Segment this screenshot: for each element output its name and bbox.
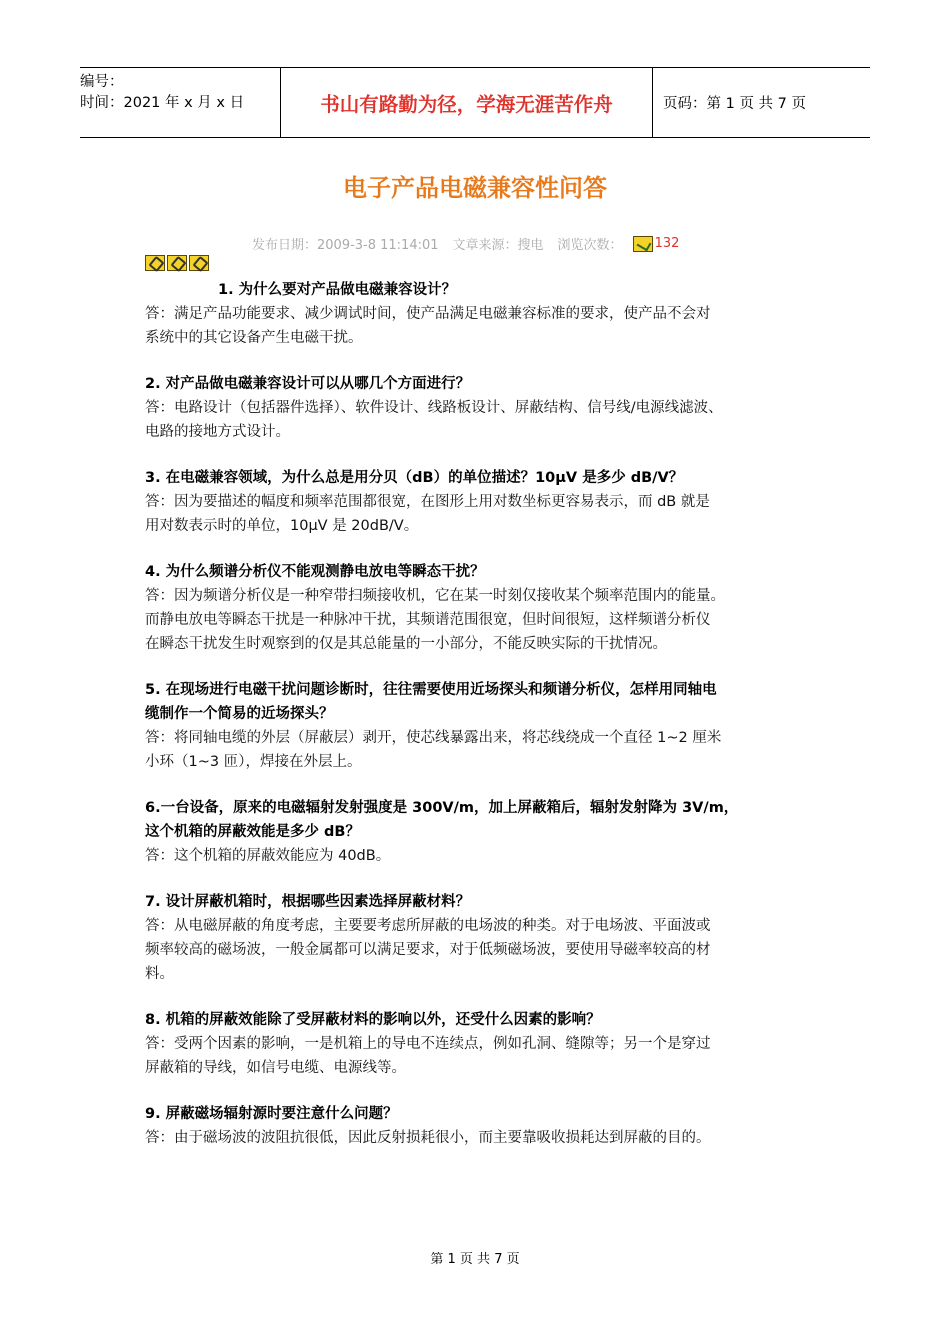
qa-item <box>145 1008 825 1080</box>
question: 5. 在现场进行电磁干扰问题诊断时，往往需要使用近场探头和频谱分析仪，怎样用同轴电 <box>145 682 717 698</box>
answer-line: 在瞬态干扰发生时观察到的仅是其总能量的一小部分，不能反映实际的干扰情况。 <box>145 636 667 652</box>
question: 2. 对产品做电磁兼容设计可以从哪几个方面进行？ <box>145 376 471 392</box>
answer-line: 而静电放电等瞬态干扰是一种脉冲干扰，其频谱范围很宽，但时间很短，这样频谱分析仪 <box>145 612 711 628</box>
answer-line: 答：这个机箱的屏蔽效能应为 40dB。 <box>145 848 391 864</box>
answer-line: 答：因为要描述的幅度和频率范围都很宽，在图形上用对数坐标更容易表示，而 dB 就是 <box>145 494 710 510</box>
qa-item <box>145 278 825 350</box>
question: 7. 设计屏蔽机箱时，根据哪些因素选择屏蔽材料？ <box>145 894 471 910</box>
header-page-info: 页码：第 1 页 共 7 页 <box>663 96 806 112</box>
answer-line: 答：从电磁屏蔽的角度考虑，主要要考虑所屏蔽的电场波的种类。对于电场波、平面波或 <box>145 918 711 934</box>
question: 4. 为什么频谱分析仪不能观测静电放电等瞬态干扰？ <box>145 564 485 580</box>
article-title: 电子产品电磁兼容性问答 <box>343 174 607 202</box>
article-source: 文章来源：搜电 <box>452 238 544 253</box>
qa-content <box>145 278 825 1172</box>
answer-line: 答：电路设计（包括器件选择）、软件设计、线路板设计、屏蔽结构、信号线/电源线滤波、 <box>145 400 723 416</box>
view-count: 132 <box>654 236 680 251</box>
answer-line: 用对数表示时的单位，10μV 是 20dB/V。 <box>145 518 419 534</box>
answer-line: 屏蔽箱的导线，如信号电缆、电源线等。 <box>145 1060 406 1076</box>
rating-icon[interactable] <box>189 255 209 271</box>
answer-line: 答：满足产品功能要求、减少调试时间，使产品满足电磁兼容标准的要求，使产品不会对 <box>145 306 711 322</box>
question: 9. 屏蔽磁场辐射源时要注意什么问题？ <box>145 1106 398 1122</box>
answer-line: 小环（1~3 匝），焊接在外层上。 <box>145 754 362 770</box>
question-continued: 缆制作一个简易的近场探头？ <box>145 706 334 722</box>
page-footer: 第 1 页 共 7 页 <box>430 1252 520 1267</box>
qa-item <box>145 890 825 986</box>
answer-line: 电路的接地方式设计。 <box>145 424 290 440</box>
qa-item <box>145 560 825 656</box>
qa-item <box>145 796 825 868</box>
rating-icon[interactable] <box>145 255 165 271</box>
question: 6.一台设备，原来的电磁辐射发射强度是 300V/m，加上屏蔽箱后，辐射发射降为 3V/m， <box>145 800 739 816</box>
header-motto: 书山有路勤为径，学海无涯苦作舟 <box>280 68 653 137</box>
qa-item <box>145 678 825 774</box>
answer-line: 答：受两个因素的影响，一是机箱上的导电不连续点，例如孔洞、缝隙等；另一个是穿过 <box>145 1036 711 1052</box>
article-meta <box>252 234 679 253</box>
rating-icon[interactable] <box>167 255 187 271</box>
question: 3. 在电磁兼容领域，为什么总是用分贝（dB）的单位描述？10μV 是多少 dB/V？ <box>145 470 684 486</box>
views-label: 浏览次数： <box>557 238 623 253</box>
answer-line: 答：由于磁场波的波阻抗很低，因此反射损耗很小，而主要靠吸收损耗达到屏蔽的目的。 <box>145 1130 711 1146</box>
views-icon <box>633 236 653 252</box>
publish-date: 发布日期：2009-3-8 11:14:01 <box>252 238 439 253</box>
question: 8. 机箱的屏蔽效能除了受屏蔽材料的影响以外，还受什么因素的影响？ <box>145 1012 601 1028</box>
answer-line: 料。 <box>145 966 174 982</box>
header-info <box>80 68 280 137</box>
page-header <box>80 67 870 138</box>
answer-line: 系统中的其它设备产生电磁干扰。 <box>145 330 363 346</box>
date-label: 时间：2021 年 x 月 x 日 <box>80 95 245 111</box>
number-label: 编号： <box>80 74 124 90</box>
qa-item <box>145 372 825 444</box>
question-continued: 这个机箱的屏蔽效能是多少 dB？ <box>145 824 360 840</box>
answer-line: 答：将同轴电缆的外层（屏蔽层）剥开，使芯线暴露出来，将芯线绕成一个直径 1~2 厘米 <box>145 730 722 746</box>
qa-item <box>145 1102 825 1150</box>
answer-line: 答：因为频谱分析仪是一种窄带扫频接收机，它在某一时刻仅接收某个频率范围内的能量。 <box>145 588 725 604</box>
answer-line: 频率较高的磁场波，一般金属都可以满足要求，对于低频磁场波，要使用导磁率较高的材 <box>145 942 711 958</box>
question: 1. 为什么要对产品做电磁兼容设计？ <box>218 282 457 298</box>
rating-icons <box>145 255 209 271</box>
qa-item <box>145 466 825 538</box>
